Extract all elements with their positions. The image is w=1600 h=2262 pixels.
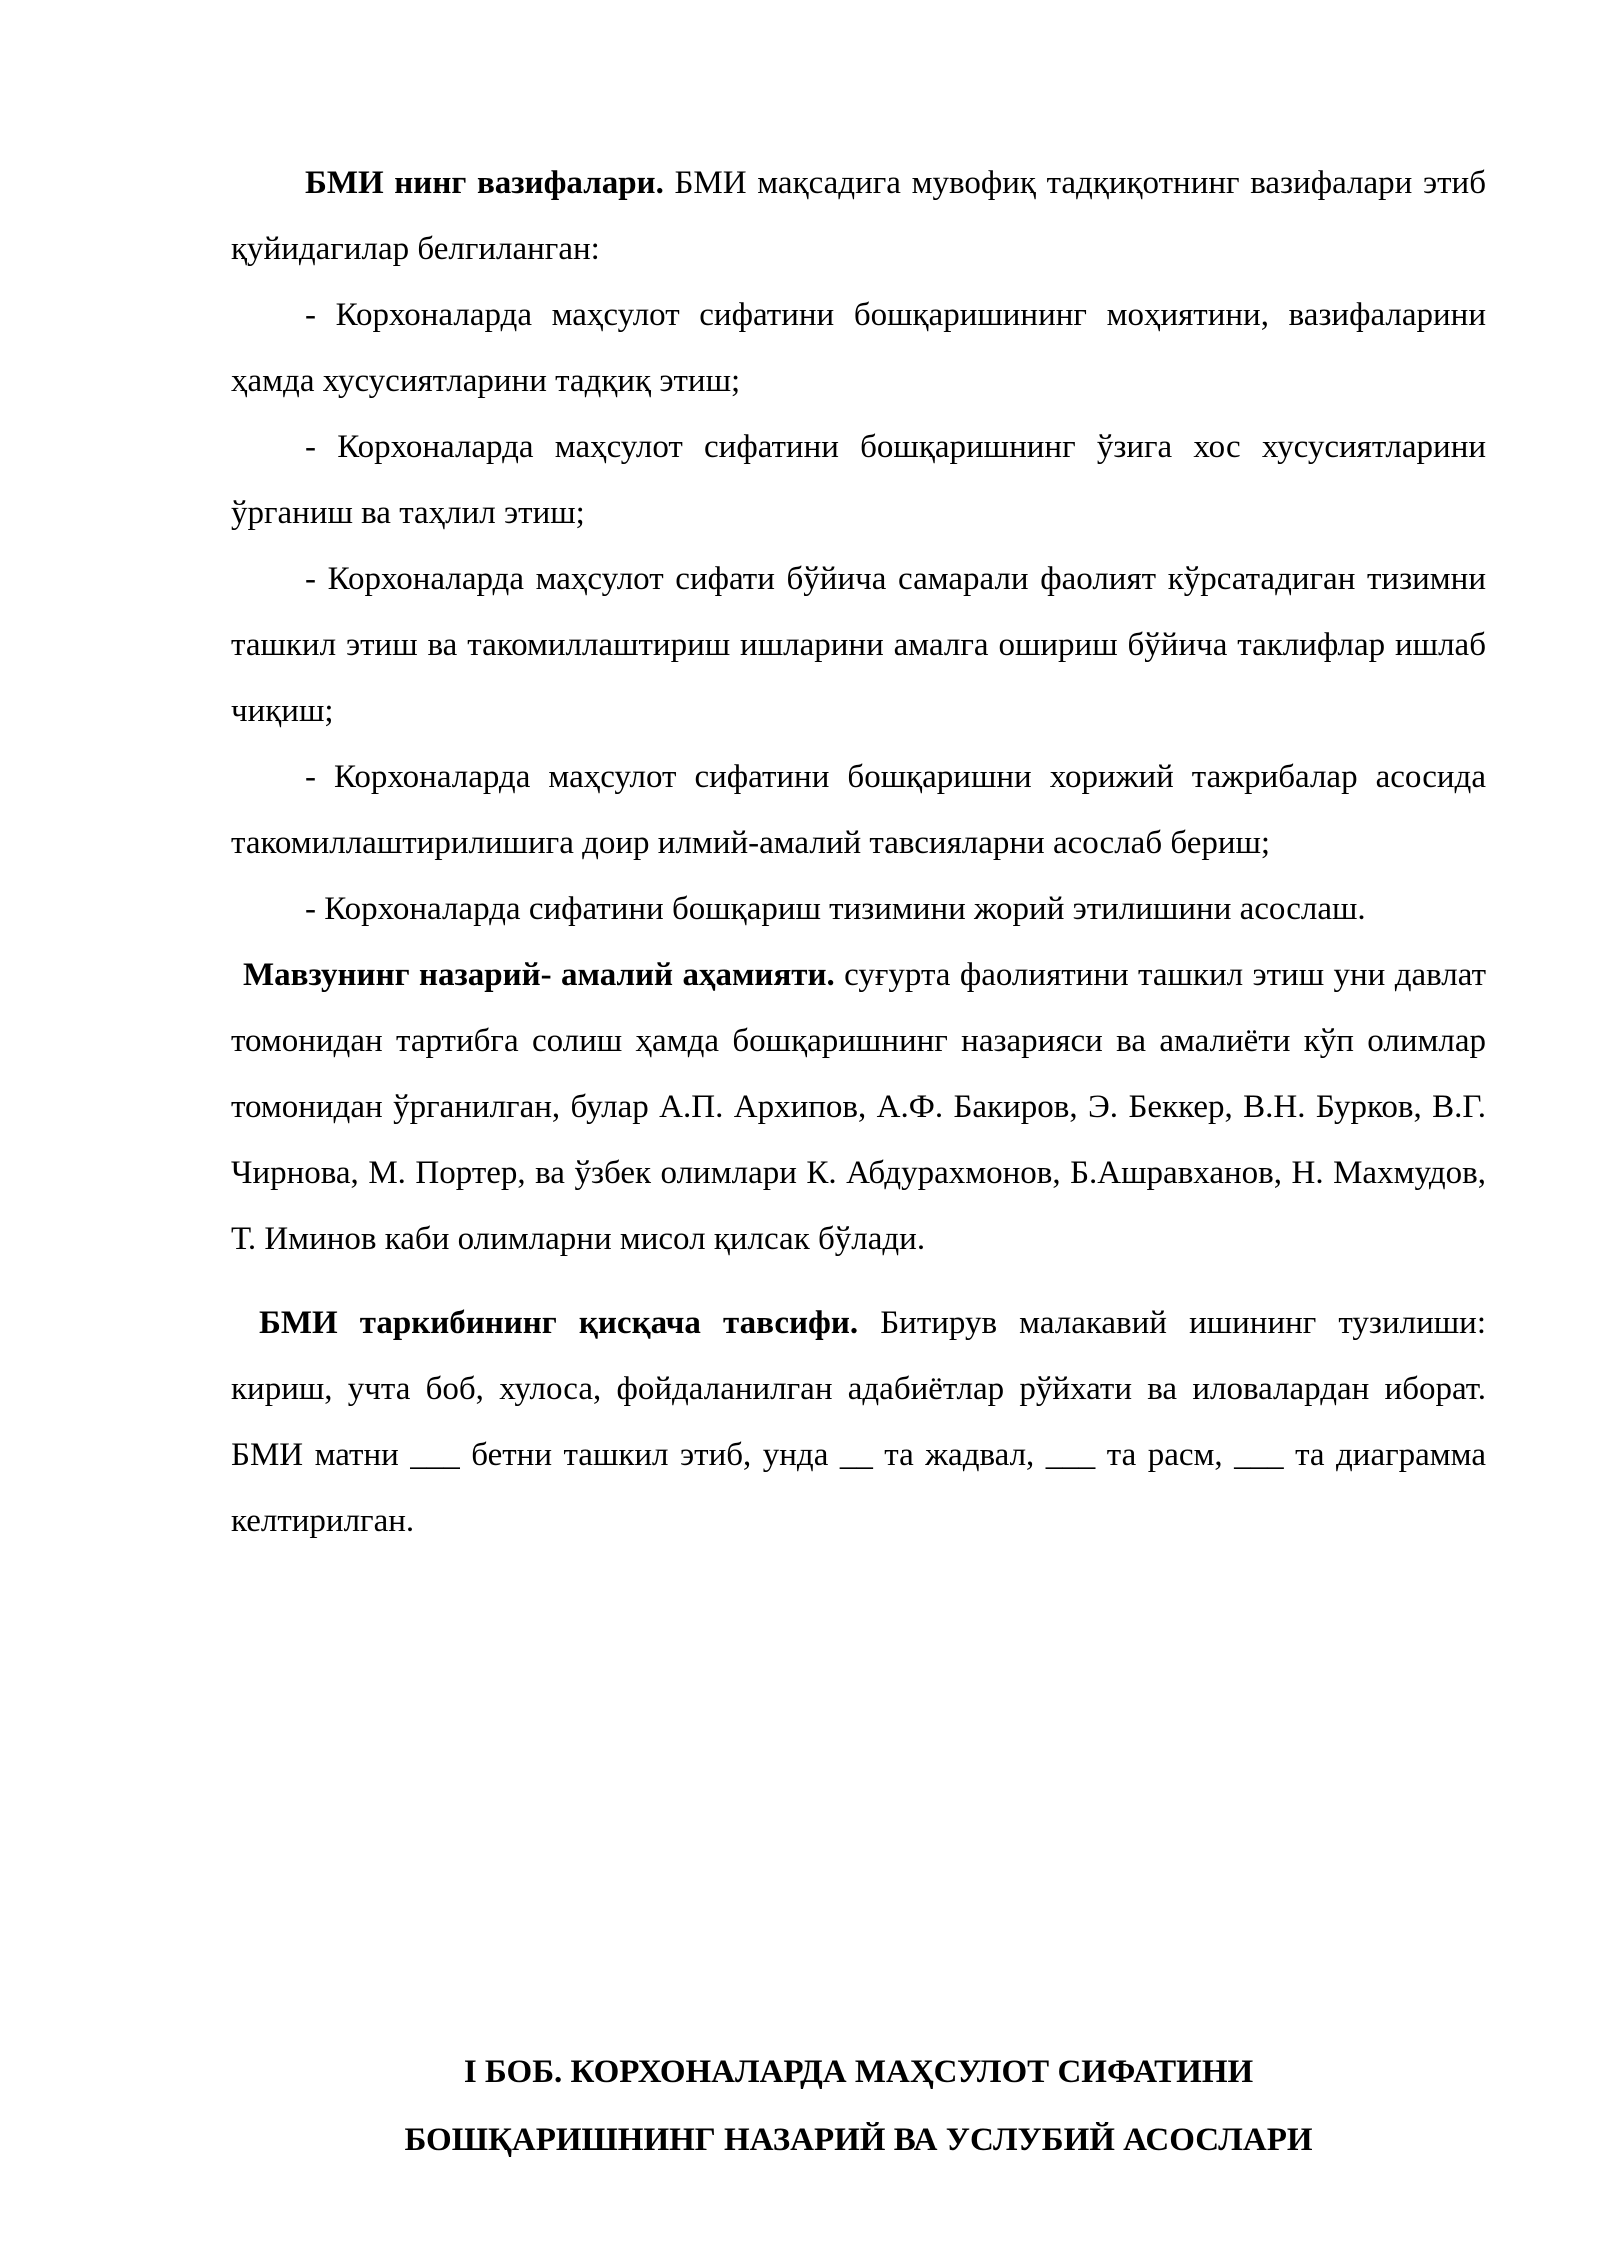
goals-paragraph xyxy=(231,150,1486,282)
chapter-title-line-1: I БОБ. КОРХОНАЛАРДА МАҲСУЛОТ СИФАТИНИ xyxy=(463,2054,1254,2090)
goals-text: БМИ мақсадига мувофиқ тадқиқотнинг вазифалари этиб қуйидагилар белгиланган: xyxy=(231,165,1486,267)
significance-heading: Мавзунинг назарий- амалий аҳамияти. xyxy=(243,957,835,993)
document-body xyxy=(231,150,1486,1554)
task-item-4 xyxy=(231,744,1486,876)
task-dash: - xyxy=(305,561,316,597)
structure-heading: БМИ таркибининг қисқача тавсифи. xyxy=(259,1305,859,1341)
task-item-1 xyxy=(231,282,1486,414)
task-text: Корхоналарда маҳсулот сифатини бошқаришни хорижий тажрибалар асосида такомиллаштирилишига доир илмий-амалий тавсияларни асослаб бериш; xyxy=(231,759,1486,861)
task-dash: - xyxy=(305,759,316,795)
significance-text: суғурта фаолиятини ташкил этиш уни давлат томонидан тартибга солиш ҳамда бошқаришнинг назарияси ва амалиёти кўп олимлар томонидан ўрганилган, булар А.П. Архипов, А.Ф. Бакиров, Э. Беккер, В.Н. Бурков, В.Г. Чирнова, М. Портер, ва ўзбек олимлари К. Абдурахмонов, Б.Ашравханов, Н. Махмудов, Т. Иминов каби олимларни мисол қилсак бўлади. xyxy=(231,957,1486,1257)
task-text: Корхоналарда маҳсулот сифатини бошқаришнинг ўзига хос хусусиятларини ўрганиш ва таҳлил этиш; xyxy=(231,429,1487,531)
task-dash: - xyxy=(305,429,316,465)
structure-text: Битирув малакавий ишининг тузилиши: кириш, учта боб, хулоса, фойдаланилган адабиётлар рўйхати ва иловалардан иборат. БМИ матни ___ бетни ташкил этиб, унда __ та жадвал, ___ та расм, ___ та диаграмма келтирилган. xyxy=(231,1305,1486,1539)
task-item-2 xyxy=(231,414,1486,546)
task-dash: - xyxy=(305,297,316,333)
task-item-3 xyxy=(231,546,1486,744)
task-text: Корхоналарда маҳсулот сифатини бошқаришининг моҳиятини, вазифаларини ҳамда хусусиятларини тадқиқ этиш; xyxy=(231,297,1487,399)
chapter-title xyxy=(231,2038,1486,2174)
significance-paragraph xyxy=(231,942,1486,1272)
chapter-title-line-2: БОШҚАРИШНИНГ НАЗАРИЙ ВА УСЛУБИЙ АСОСЛАРИ xyxy=(404,2122,1313,2158)
structure-paragraph xyxy=(231,1290,1486,1554)
task-item-5 xyxy=(231,876,1486,942)
task-text: Корхоналарда маҳсулот сифати бўйича самарали фаолият кўрсатадиган тизимни ташкил этиш ва такомиллаштириш ишларини амалга ошириш бўйича таклифлар ишлаб чиқиш; xyxy=(231,561,1486,729)
task-text: Корхоналарда сифатини бошқариш тизимини жорий этилишини асослаш. xyxy=(324,891,1366,927)
goals-heading: БМИ нинг вазифалари. xyxy=(305,165,664,201)
task-dash: - xyxy=(305,891,316,927)
